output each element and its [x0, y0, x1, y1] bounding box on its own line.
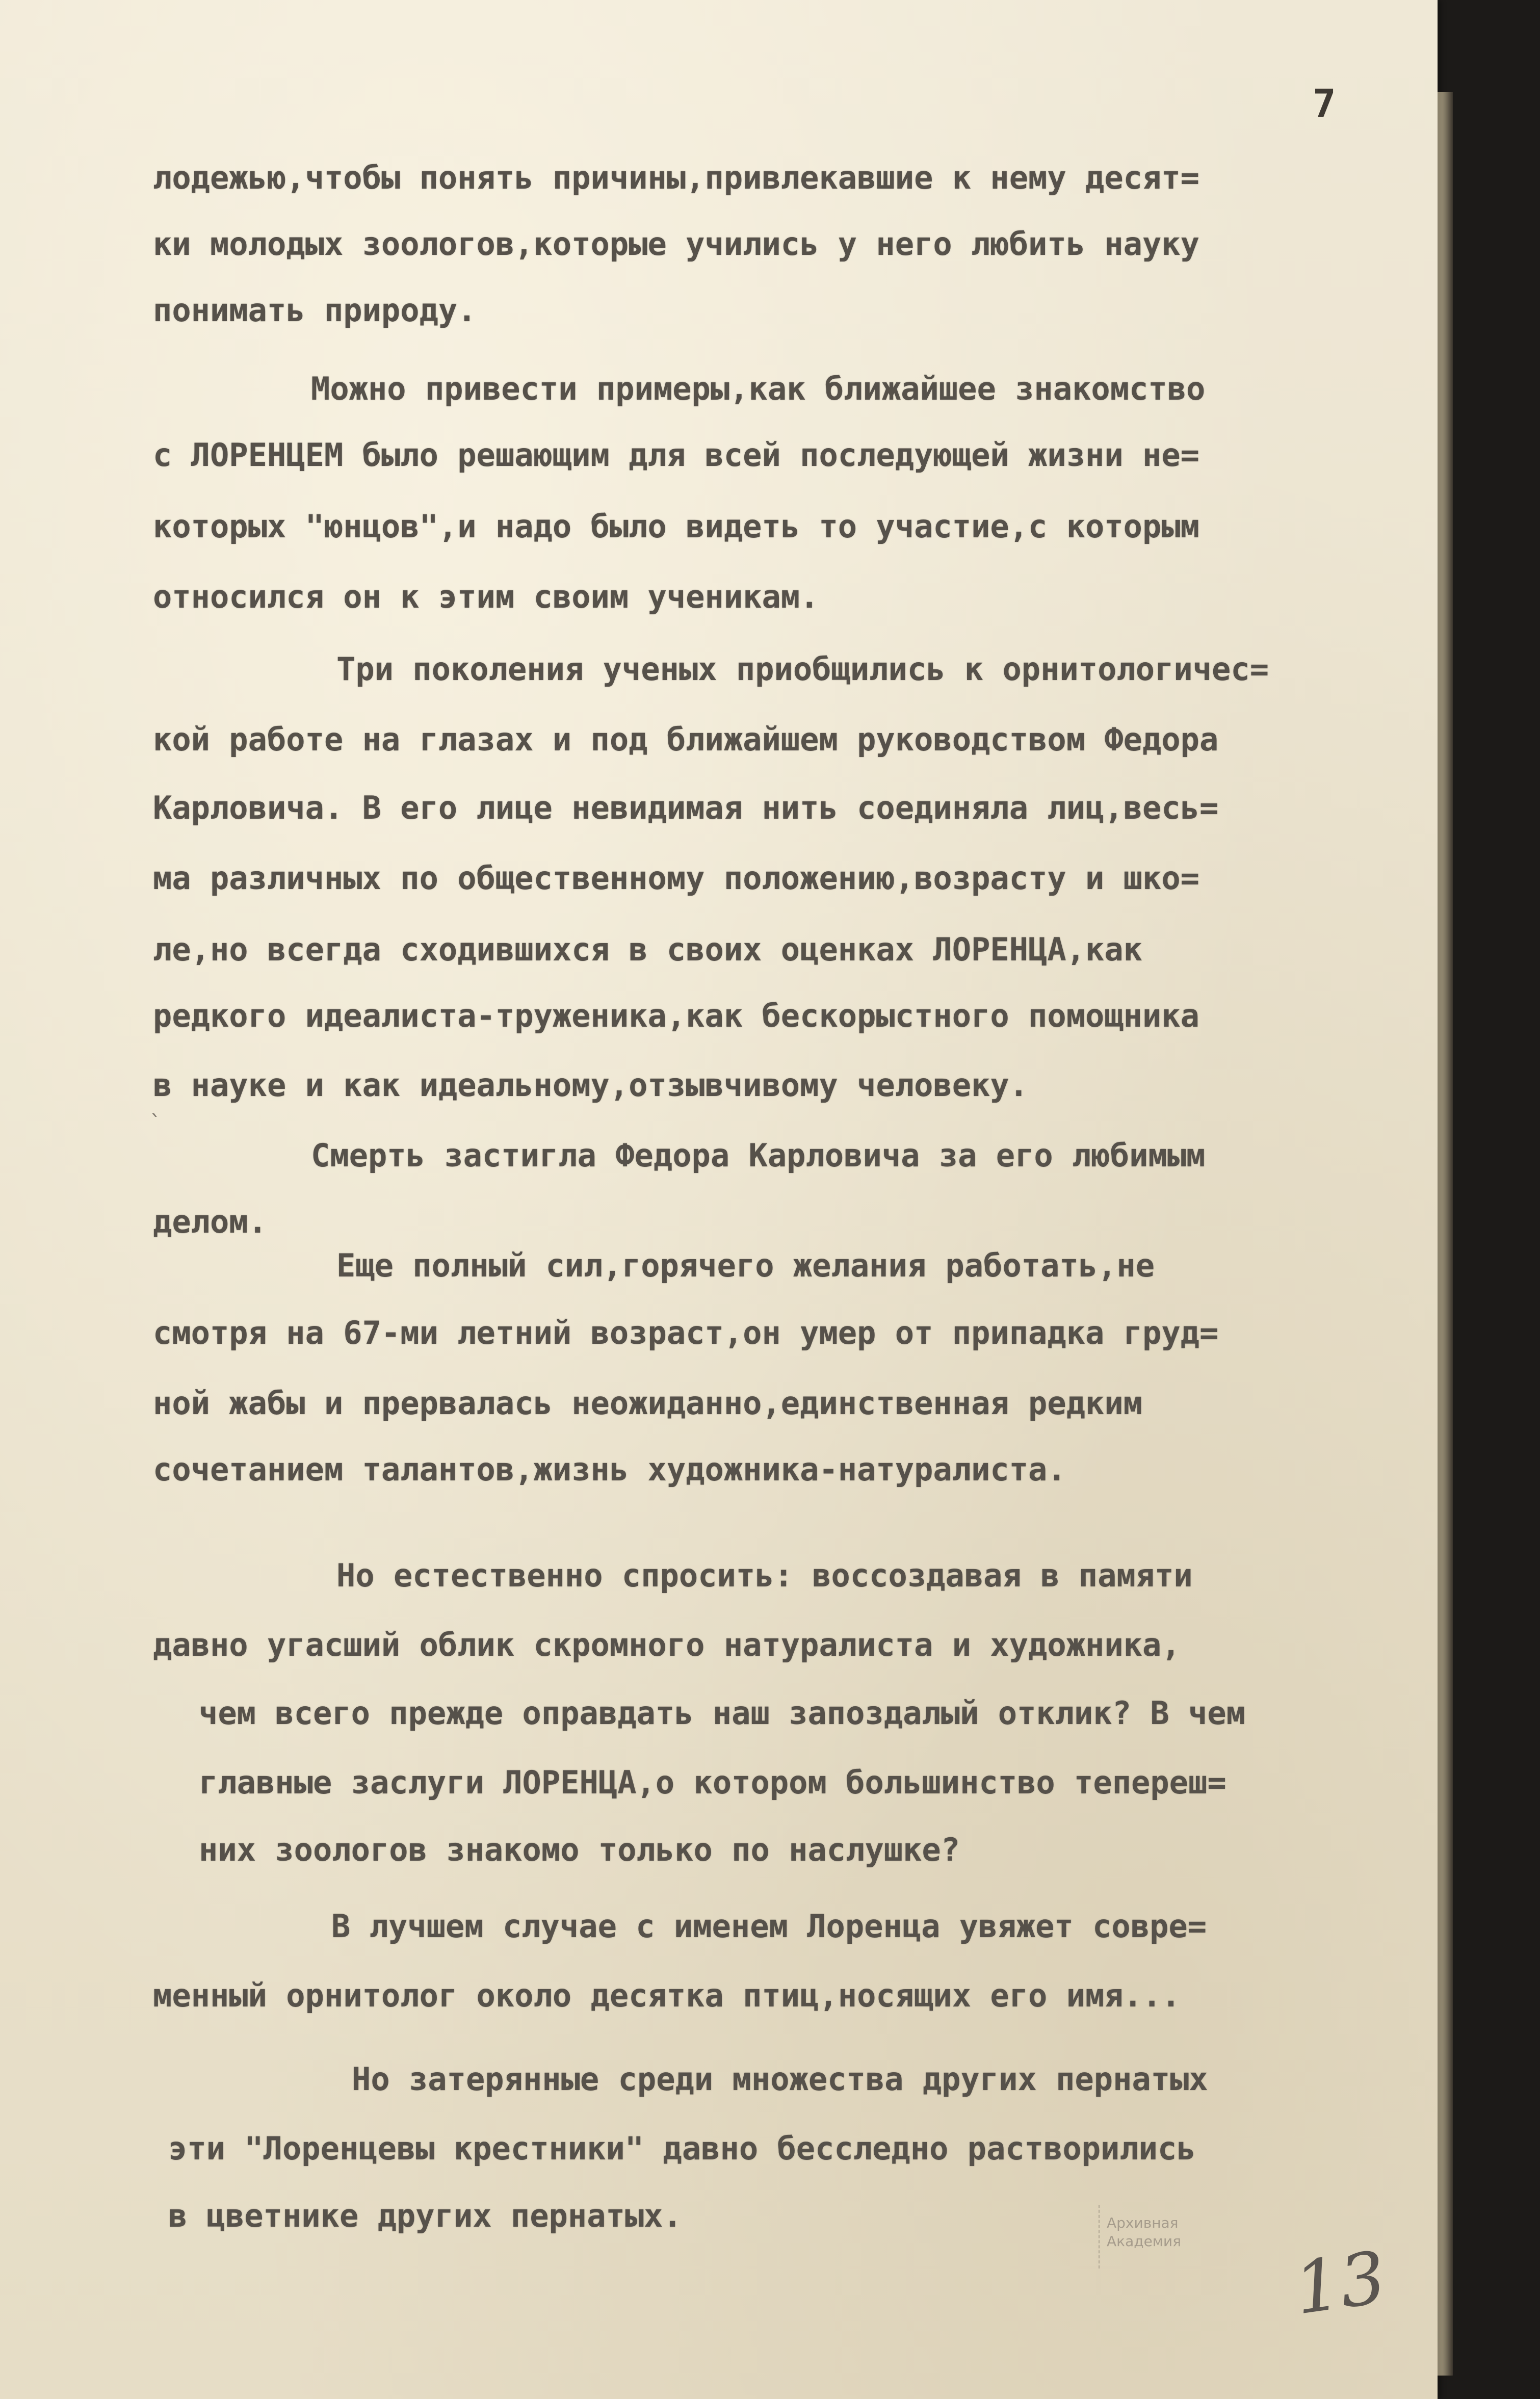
text-line: которых "юнцов",и надо было видеть то участие,с которым — [153, 508, 1199, 545]
text-line: редкого идеалиста-труженика,как бескорыстного помощника — [153, 997, 1199, 1034]
text-line: Но затерянные среди множества других пернатых — [352, 2061, 1208, 2098]
text-line: кой работе на глазах и под ближайшем руководством Федора — [153, 721, 1219, 758]
text-line: Но естественно спросить: воссоздавая в памяти — [336, 1557, 1193, 1594]
stamp-line: Архивная — [1107, 2214, 1179, 2231]
text-line: сочетанием талантов,жизнь художника-натуралиста. — [153, 1451, 1066, 1488]
text-line: Карловича. В его лице невидимая нить соединяла лиц,весь= — [153, 789, 1219, 826]
text-line: лодежью,чтобы понять причины,привлекавшие к нему десят= — [153, 159, 1199, 196]
text-line: них зоологов знакомо только по наслушке? — [199, 1831, 960, 1868]
text-line: В лучшем случае с именем Лоренца увяжет совре= — [331, 1908, 1207, 1945]
text-line: главные заслуги ЛОРЕНЦА,о котором большинство тепереш= — [199, 1764, 1226, 1801]
page-number: 7 — [1313, 81, 1336, 126]
text-line: давно угасший облик скромного натуралиста и художника, — [153, 1626, 1181, 1663]
handwritten-sheet-number: 13 — [1289, 2236, 1391, 2331]
margin-tick: ˋ — [150, 1111, 161, 1135]
text-line: относился он к этим своим ученикам. — [153, 578, 819, 615]
text-line: чем всего прежде оправдать наш запоздалый отклик? В чем — [199, 1694, 1245, 1732]
text-line: с ЛОРЕНЦЕМ было решающим для всей последующей жизни не= — [153, 436, 1199, 474]
text-line: менный орнитолог около десятка птиц,носящих его имя... — [153, 1977, 1181, 2014]
text-line: ной жабы и прервалась неожиданно,единственная редким — [153, 1385, 1143, 1422]
text-line: в цветнике других пернатых. — [168, 2197, 682, 2234]
text-line: ки молодых зоологов,которые учились у него любить науку — [153, 225, 1199, 263]
archive-stamp — [1099, 2205, 1251, 2268]
text-line: Можно привести примеры,как ближайшее знакомство — [311, 370, 1206, 407]
text-line: Три поколения ученых приобщились к орнитологичес= — [336, 650, 1269, 688]
text-line: понимать природу. — [153, 292, 477, 329]
text-line: эти "Лоренцевы крестники" давно бесследно растворились — [168, 2130, 1196, 2167]
text-line: Смерть застигла Федора Карловича за его любимым — [311, 1137, 1206, 1174]
text-line: Еще полный сил,горячего желания работать,не — [336, 1247, 1155, 1284]
text-line: смотря на 67-ми летний возраст,он умер от припадка груд= — [153, 1314, 1219, 1351]
stamp-line: Академия — [1107, 2233, 1181, 2250]
text-line: ма различных по общественному положению,возрасту и шко= — [153, 859, 1199, 897]
text-line: ле,но всегда сходившихся в своих оценках ЛОРЕНЦА,как — [153, 931, 1143, 968]
text-line: в науке и как идеальному,отзывчивому человеку. — [153, 1066, 1029, 1104]
text-line: делом. — [153, 1203, 267, 1240]
